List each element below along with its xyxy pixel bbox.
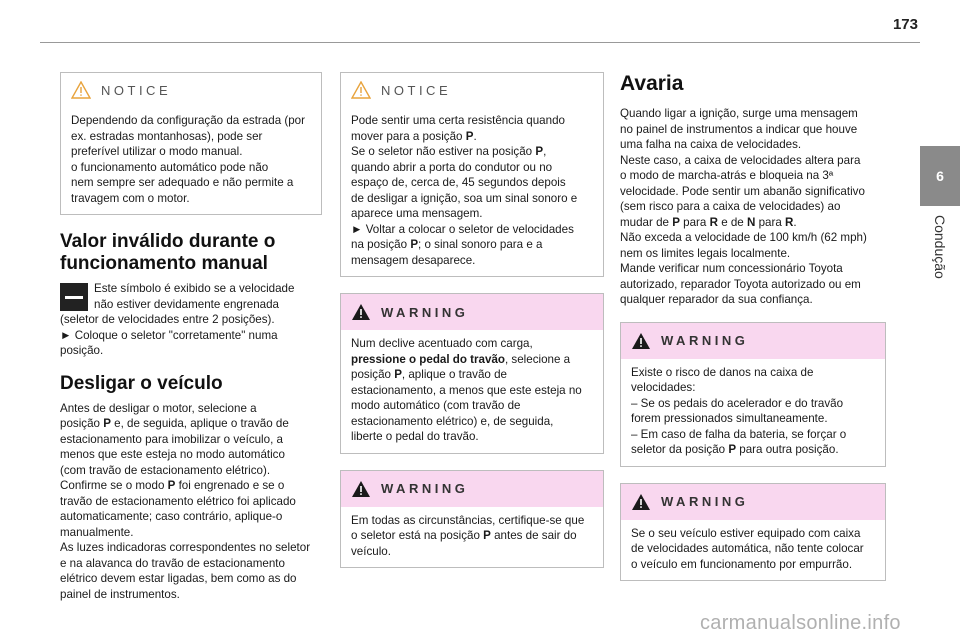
text-line: velocidades: xyxy=(631,381,696,394)
text-line: mover para a posição P. xyxy=(351,129,477,143)
notice-body xyxy=(341,107,603,276)
warning-body xyxy=(621,520,885,581)
section-heading-malfunction: Avaria xyxy=(620,72,684,95)
warning-header xyxy=(341,294,603,330)
notice-title: NOTICE xyxy=(101,82,172,98)
text-line: travagem com o motor. xyxy=(71,191,190,205)
warning-box xyxy=(620,483,886,582)
warning-title: WARNING xyxy=(381,304,469,320)
text-line: e na alavanca do travão de estacionamento xyxy=(60,556,285,570)
notice-box xyxy=(60,72,322,215)
warning-triangle-icon xyxy=(631,332,651,350)
text-line: o funcionamento automático pode não xyxy=(71,160,269,174)
text-line: estacionamento para imobilizar o veículo, a xyxy=(60,432,283,446)
warning-body xyxy=(341,330,603,453)
section-heading-turn-off: Desligar o veículo xyxy=(60,372,223,394)
text-line: Pode sentir uma certa resistência quando xyxy=(351,114,565,127)
warning-body xyxy=(621,359,885,466)
text-line: (seletor de velocidades entre 2 posições). xyxy=(60,313,275,326)
turn-off-paragraph xyxy=(60,401,322,603)
text-line: qualquer reparador da sua confiança. xyxy=(620,293,813,306)
text-line: não estiver devidamente engrenada xyxy=(94,297,279,311)
malfunction-paragraph xyxy=(620,106,886,308)
text-line: mudar de P para R e de N para R. xyxy=(620,215,797,229)
warning-body xyxy=(341,507,603,568)
text-line: autorizado, reparador Toyota autorizado ou em xyxy=(620,277,861,291)
text-line: Dependendo da configuração da estrada (por xyxy=(71,114,305,127)
text-line: o seletor está na posição P antes de sair do xyxy=(351,529,577,542)
text-line: mensagem desaparece. xyxy=(351,253,476,267)
header-rule xyxy=(40,42,920,43)
text-line: Mande verificar num concessionário Toyota xyxy=(620,262,843,275)
text-line: veículo. xyxy=(351,544,391,558)
text-line: painel de instrumentos. xyxy=(60,587,180,601)
warning-box xyxy=(340,470,604,569)
text-line: posição. xyxy=(60,344,104,357)
text-line: o veículo em funcionamento por empurrão. xyxy=(631,557,853,571)
text-line: travão de estacionamento elétrico foi aplicado xyxy=(60,494,296,508)
notice-title: NOTICE xyxy=(381,82,452,98)
warning-triangle-icon xyxy=(351,81,371,99)
text-line: velocidade. Pode sentir um abanão significativo xyxy=(620,184,865,198)
text-line: menos que este esteja no modo automático xyxy=(60,448,285,461)
text-line: estacionamento, a menos que este esteja no xyxy=(351,383,582,397)
warning-triangle-icon xyxy=(631,493,651,511)
text-line: preferível utilizar o modo manual. xyxy=(71,145,243,158)
invalid-value-paragraph xyxy=(60,281,322,359)
warning-title: WARNING xyxy=(661,333,749,348)
text-line: Se o seu veículo estiver equipado com caixa xyxy=(631,526,861,540)
text-line: ► Coloque o seletor "corretamente" numa xyxy=(60,328,278,342)
text-line: aparece uma mensagem. xyxy=(351,207,483,220)
text-line: Confirme se o modo P foi engrenado e se o xyxy=(60,479,285,492)
warning-title: WARNING xyxy=(661,494,749,509)
notice-header xyxy=(61,73,321,107)
text-line: posição P e, de seguida, aplique o travão de xyxy=(60,417,289,430)
text-line: Este símbolo é exibido se a velocidade xyxy=(94,282,295,295)
text-line: nem os limites legais localmente. xyxy=(620,246,791,260)
text-line: o modo de marcha-atrás e bloqueia na 3ª xyxy=(620,169,834,182)
warning-box xyxy=(620,322,886,467)
text-line: ► Voltar a colocar o seletor de velocidades xyxy=(351,222,574,236)
text-line: na posição P; o sinal sonoro para e a xyxy=(351,238,543,251)
column-right xyxy=(620,72,886,597)
text-line: Num declive acentuado com carga, xyxy=(351,337,533,350)
warning-triangle-icon xyxy=(351,303,371,321)
notice-header xyxy=(341,73,603,107)
warning-triangle-icon xyxy=(71,81,91,99)
text-line: automaticamente; caso contrário, aplique-o xyxy=(60,510,283,523)
text-line: Não exceda a velocidade de 100 km/h (62 mph) xyxy=(620,231,867,244)
chapter-title: Condução xyxy=(932,215,948,279)
text-line: manualmente. xyxy=(60,525,134,539)
text-line: estacionamento elétrico) e, de seguida, xyxy=(351,414,554,428)
warning-header xyxy=(341,471,603,507)
text-line: Em todas as circunstâncias, certifique-se que xyxy=(351,513,585,527)
invalid-gear-icon xyxy=(60,283,88,311)
text-line: (sem risco para a caixa de velocidades) ao xyxy=(620,200,841,213)
warning-header xyxy=(621,323,885,359)
warning-triangle-icon xyxy=(351,480,371,498)
warning-header xyxy=(621,484,885,520)
text-line: Neste caso, a caixa de velocidades altera para xyxy=(620,153,861,167)
text-line: espaço de, cerca de, 45 segundos depois xyxy=(351,176,566,189)
text-line: uma falha na caixa de velocidades. xyxy=(620,138,802,151)
notice-body xyxy=(61,107,321,214)
text-line: liberte o pedal do travão. xyxy=(351,430,479,443)
text-line: Se o seletor não estiver na posição P, xyxy=(351,145,547,158)
text-line: – Em caso de falha da bateria, se forçar o xyxy=(631,427,847,441)
column-left xyxy=(60,72,322,602)
text-line: As luzes indicadoras correspondentes no seletor xyxy=(60,541,311,554)
text-line: – Se os pedais do acelerador e do travão xyxy=(631,396,844,410)
watermark: carmanualsonline.info xyxy=(700,612,901,634)
text-line: ex. estradas montanhosas), pode ser xyxy=(71,129,263,143)
warning-title: WARNING xyxy=(381,481,469,496)
text-line: Existe o risco de danos na caixa de xyxy=(631,365,814,379)
column-middle xyxy=(340,72,604,584)
text-line: no painel de instrumentos a indicar que houve xyxy=(620,122,858,136)
text-line: Quando ligar a ignição, surge uma mensagem xyxy=(620,107,858,120)
text-line: posição P, aplique o travão de xyxy=(351,368,507,381)
text-line: de velocidades automática, não tente colocar xyxy=(631,542,864,555)
text-line: Antes de desligar o motor, selecione a xyxy=(60,401,257,415)
text-line: seletor da posição P para outra posição. xyxy=(631,443,839,456)
text-line: pressione o pedal do travão, selecione a xyxy=(351,352,571,366)
text-line: (com travão de estacionamento elétrico). xyxy=(60,463,271,477)
section-heading-invalid-value: Valor inválido durante o funcionamento manual xyxy=(60,231,276,274)
warning-box xyxy=(340,293,604,454)
text-line: quando abrir a porta do condutor ou no xyxy=(351,160,553,174)
text-line: elétrico devem estar ligadas, bem como as do xyxy=(60,572,297,585)
text-line: de desligar a ignição, soa um sinal sonoro e xyxy=(351,191,578,205)
page-number: 173 xyxy=(892,16,918,33)
notice-box xyxy=(340,72,604,277)
chapter-tab[interactable]: 6 xyxy=(920,146,960,206)
text-line: modo automático (com travão de xyxy=(351,399,521,412)
text-line: forem pressionados simultaneamente. xyxy=(631,412,828,425)
text-line: nem sempre ser adequado e não permite a xyxy=(71,176,294,189)
